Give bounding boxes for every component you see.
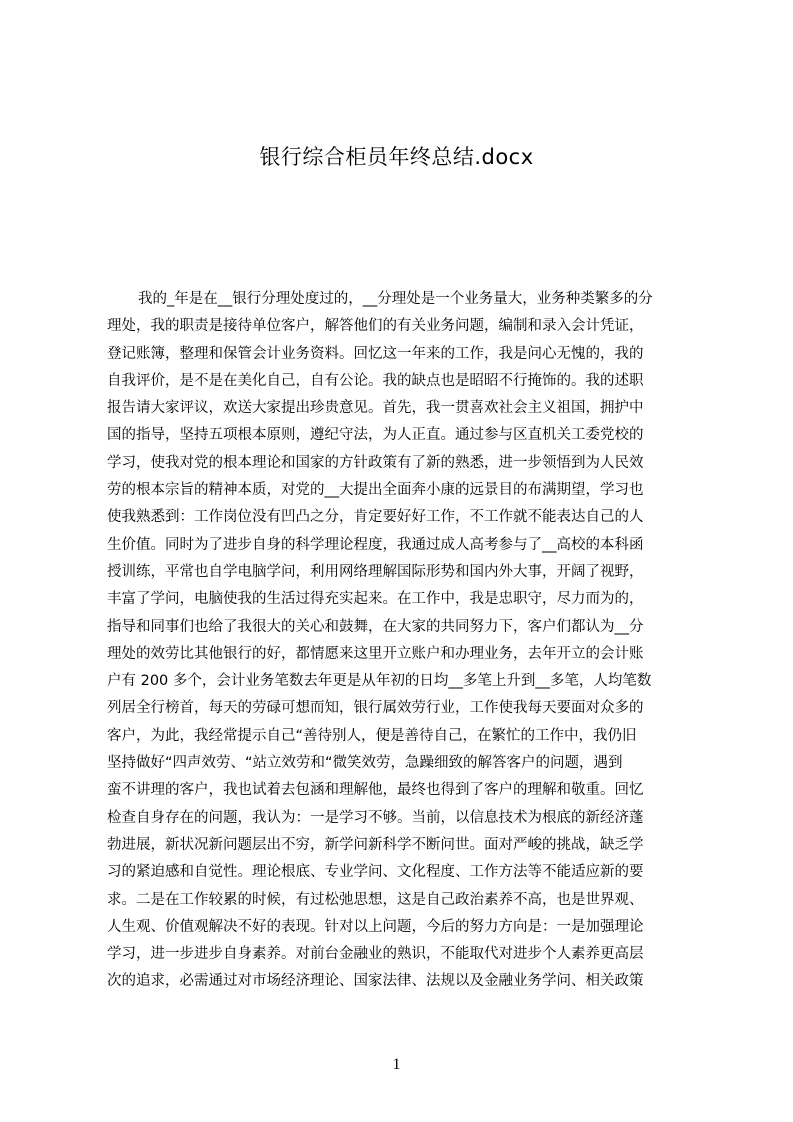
body-paragraph	[107, 286, 719, 996]
paragraph-line: 国的指导，坚持五项根本原则，遵纪守法，为人正直。通过参与区直机关工委党校的	[107, 427, 644, 444]
paragraph-line: 学习，进一步进步自身素养。对前台金融业的熟识，不能取代对进步个人素养更高层	[107, 946, 644, 963]
paragraph-line: 检查自身存在的问题，我认为：一是学习不够。当前，以信息技术为根底的新经济蓬	[107, 809, 644, 826]
paragraph-line: 登记账簿，整理和保管会计业务资料。回忆这一年来的工作，我是问心无愧的，我的	[107, 345, 644, 362]
paragraph-line: 理处的效劳比其他银行的好，都情愿来这里开立账户和办理业务，去年开立的会计账	[107, 645, 644, 662]
paragraph-line: 生价值。同时为了进步自身的科学理论程度，我通过成人高考参与了__高校的本科函	[107, 536, 644, 553]
paragraph-line: 使我熟悉到：工作岗位没有凹凸之分，肯定要好好工作，不工作就不能表达自己的人	[107, 509, 644, 526]
paragraph-line: 人生观、价值观解决不好的表现。针对以上问题，今后的努力方向是：一是加强理论	[107, 918, 644, 935]
page-number: 1	[392, 1056, 401, 1073]
paragraph-line: 习的紧迫感和自觉性。理论根底、专业学问、文化程度、工作方法等不能适应新的要	[107, 864, 644, 881]
paragraph-line: 勃进展，新状况新问题层出不穷，新学问新科学不断问世。面对严峻的挑战，缺乏学	[107, 836, 644, 853]
paragraph-line: 指导和同事们也给了我很大的关心和鼓舞，在大家的共同努力下，客户们都认为__分	[107, 618, 644, 635]
paragraph-line: 次的追求，必需通过对市场经济理论、国家法律、法规以及金融业务学问、相关政策	[107, 973, 644, 990]
paragraph-line: 授训练，平常也自学电脑学问，利用网络理解国际形势和国内外大事，开阔了视野，	[107, 563, 644, 580]
paragraph-line: 自我评价，是不是在美化自己，自有公论。我的缺点也是昭昭不行掩饰的。我的述职	[107, 372, 644, 389]
paragraph-line: 户有 200 多个，会计业务笔数去年更是从年初的日均__多笔上升到__多笔，人均笔数	[107, 673, 652, 690]
paragraph-line: 我的_年是在__银行分理处度过的，__分理处是一个业务量大，业务种类繁多的分	[138, 291, 653, 307]
paragraph-line: 坚持做好“四声效劳、“站立效劳和“微笑效劳，急躁细致的解答客户的问题，遇到	[107, 755, 623, 772]
paragraph-line: 求。二是在工作较累的时候，有过松弛思想，这是自己政治素养不高，也是世界观、	[107, 891, 644, 908]
paragraph-line: 列居全行榜首，每天的劳碌可想而知，银行属效劳行业，工作使我每天要面对众多的	[107, 700, 644, 717]
paragraph-line: 蛮不讲理的客户，我也试着去包涵和理解他，最终也得到了客户的理解和敬重。回忆	[107, 782, 644, 799]
paragraph-line: 劳的根本宗旨的精神本质，对党的__大提出全面奔小康的远景目的布满期望，学习也	[107, 482, 644, 499]
paragraph-line: 理处，我的职责是接待单位客户，解答他们的有关业务问题，编制和录入会计凭证，	[107, 318, 644, 335]
paragraph-line: 客户，为此，我经常提示自己“善待别人，便是善待自己，在繁忙的工作中，我仍旧	[107, 727, 637, 744]
document-title: 银行综合柜员年终总结.docx	[259, 145, 534, 169]
paragraph-line: 学习，使我对党的根本理论和国家的方针政策有了新的熟悉，进一步领悟到为人民效	[107, 454, 644, 471]
paragraph-line: 报告请大家评议，欢送大家提出珍贵意见。首先，我一贯喜欢社会主义祖国，拥护中	[107, 400, 644, 417]
paragraph-line: 丰富了学问，电脑使我的生活过得充实起来。在工作中，我是忠职守，尽力而为的，	[107, 591, 644, 608]
